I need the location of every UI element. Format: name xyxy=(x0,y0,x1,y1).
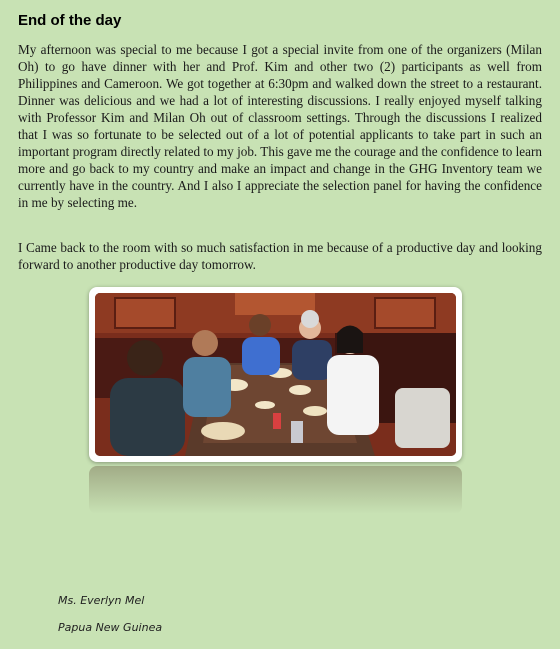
body-paragraph-1: My afternoon was special to me because I got a special invite from one of the organizers (Milan Oh) to go have dinner with her and Prof. Kim and other two (2) participants as well from Philippines and Cameroon. We got together at 6:30pm and walked down the street to a restaurant. Dinner was delicious and we had a lot of interesting discussions. I really enjoyed myself talking with Professor Kim and Milan Oh out of classroom settings. Through the discussions I realized that I was so fortunate to be selected out of a lot of potential applicants to take part in such an important program directly related to my job. This gave me the courage and the confidence to learn more and go back to my country and make an impact and change in the GHG Inventory team we currently have in the country. And I also I appreciate the selection panel for having the confidence in me by selecting me. xyxy=(18,42,542,210)
dinner-photo-illustration xyxy=(95,293,456,456)
section-heading: End of the day xyxy=(18,12,122,29)
body-paragraph-2: I Came back to the room with so much satisfaction in me because of a productive day and looking forward to another productive day tomorrow. xyxy=(18,240,542,272)
photo-reflection xyxy=(89,466,462,514)
group-dinner-photo xyxy=(95,293,456,456)
signature-country: Papua New Guinea xyxy=(58,621,163,634)
signature-name: Ms. Everlyn Mel xyxy=(58,594,145,607)
photo-frame xyxy=(89,287,462,462)
